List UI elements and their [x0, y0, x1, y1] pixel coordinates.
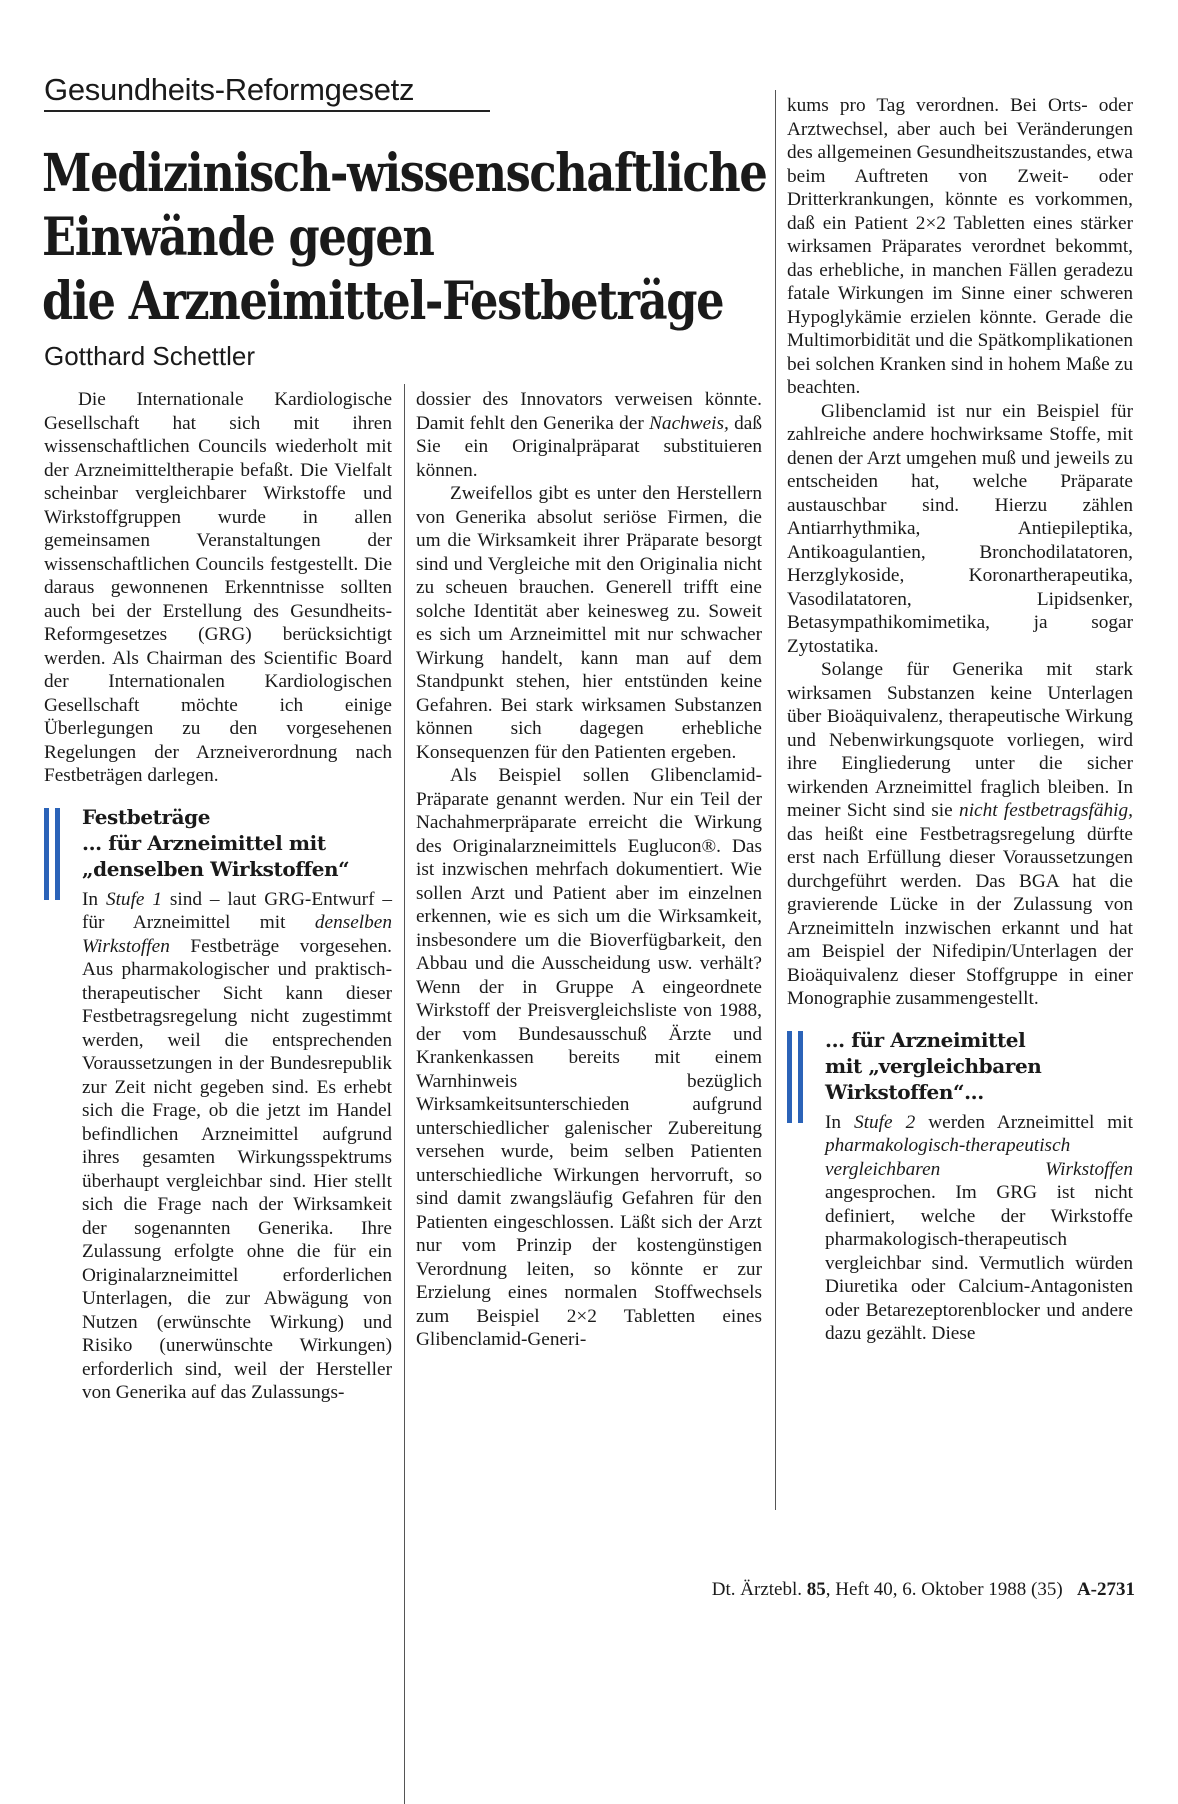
paragraph: In Stufe 2 werden Arzneimittel mit pharmakologisch-therapeutisch vergleichbaren Wirkstoffen angesprochen. Im GRG ist nicht definiert, welche der Wirkstoffe pharmakologisch-therapeutisch vergleichbar sind. Vermutlich würden Diuretika oder Calcium-Antagonisten oder Betarezeptorenblocker und andere dazu gezählt. Diese	[825, 1111, 1134, 1344]
paragraph: dossier des Innovators verweisen könnte. Damit fehlt den Generika der Nachweis, daß Sie ein Originalpräparat substituieren können.	[416, 389, 762, 481]
section-kicker: Gesundheits-Reformgesetz	[44, 72, 490, 112]
accent-bars-icon	[44, 808, 62, 900]
headline-line-3: die Arzneimittel-Festbeträge	[42, 271, 724, 332]
footer-issue: , Heft 40, 6. Oktober 1988 (35)	[825, 1579, 1063, 1600]
headline-line-2: Einwände gegen	[42, 207, 434, 268]
paragraph: Zweifellos gibt es unter den Herstellern von Generika absolut seriöse Firmen, die um die Wirksamkeit ihrer Präparate besorgt sind und Vergleiche mit den Originalia nicht zu scheuen brauchen. Generell trifft eine solche Identität aber keinesweg zu. Soweit es sich um Arzneimittel mit nur schwacher Wirkung handelt, kann man auf dem Standpunkt stehen, hier entstünden keine Gefahren. Bei stark wirksamen Substanzen können sich dagegen erhebliche Konsequenzen für den Patienten ergeben.	[416, 483, 762, 763]
footer-journal: Dt. Ärztebl.	[711, 1579, 802, 1600]
text-column-3	[787, 94, 1133, 1346]
subheading-line: Festbeträge	[82, 804, 211, 829]
paragraph: Die Internationale Kardiologische Gesellschaft hat sich mit ihren wissenschaftlichen Councils wiederholt mit der Arzneimitteltherapie befaßt. Die Vielfalt scheinbar vergleichbarer Wirkstoffe und Wirkstoffgruppen wurde in allen gemeinsamen Veranstaltungen der wissenschaftlichen Councils festgestellt. Die daraus gewonnenen Erkenntnisse sollten auch bei der Erstellung des Gesundheits-Reformgesetzes (GRG) berücksichtigt werden. Als Chairman des Scientific Board der Internationalen Kardiologischen Gesellschaft möchte ich einige Überlegungen zu den vorgesehenen Regelungen der Arzneiverordnung nach Festbeträgen darlegen.	[44, 389, 392, 786]
paragraph: kums pro Tag verordnen. Bei Orts- oder Arztwechsel, aber auch bei Veränderungen des allgemeinen Gesundheitszustandes, etwa beim Auftreten von Zweit- oder Dritterkrankungen, könnte es vorkommen, daß ein Patient 2×2 Tabletten eines stärker wirksamen Präparates verordnet bekommt, das erhebliche, in manchen Fällen geradezu fatale Wirkungen im Sinne einer schweren Hypoglykämie erzielen könnte. Gerade die Multimorbidität und die Spätkomplikationen bei solchen Kranken sind in hohem Maße zu beachten.	[787, 95, 1133, 398]
paragraph: Solange für Generika mit stark wirksamen Substanzen keine Unterlagen über Bioäquivalenz, therapeutische Wirkung und Nebenwirkungsquote vorliegen, wird ihre Eingliederung unter die sicher wirkenden Arzneimittel fraglich bleiben. In meiner Sicht sind sie nicht festbetragsfähig, das heißt eine Festbetragsregelung dürfte erst nach Erfüllung dieser Voraussetzungen durchgeführt werden. Das BGA hat die gravierende Lücke in der Zulassung von Arzneimitteln inzwischen erkannt und hat am Beispiel der Nifedipin/Unterlagen der Bioäquivalenz dieser Stoffgruppe in einer Monographie zusammengestellt.	[787, 659, 1134, 1009]
text-column-2	[416, 388, 762, 1352]
subheading-line: mit „vergleichbaren	[825, 1053, 1042, 1078]
footer-volume: 85	[806, 1579, 826, 1600]
text-column-1	[44, 388, 392, 1405]
paragraph: In Stufe 1 sind – laut GRG-Entwurf – für Arzneimittel mit denselben Wirkstoffen Festbeträge vorgesehen. Aus pharmakologischer und praktisch-therapeutischer Sicht kann dieser Festbetragsregelung nicht zugestimmt werden, weil die entsprechenden Voraussetzungen in der Bundesrepublik zur Zeit nicht gegeben sind. Es erhebt sich die Frage, ob die jetzt im Handel befindlichen Arzneimittel aufgrund ihres gesamten Wirkungsspektrums überhaupt vergleichbar sind. Hier stellt sich die Frage nach der Wirksamkeit der sogenannten Generika. Ihre Zulassung erfolgte ohne die für ein Originalarzneimittel erforderlichen Unterlagen, die zur Abwägung von Nutzen (erwünschte Wirkung) und Risiko (unerwünschte Wirkungen) erforderlich sind, weil der Hersteller von Generika auf das Zulassungs-	[82, 888, 393, 1403]
headline-line-1: Medizinisch-wissenschaftliche	[42, 143, 767, 204]
subheading-line: ... für Arzneimittel	[825, 1027, 1026, 1052]
subheading-line: „denselben Wirkstoffen“	[82, 856, 350, 881]
subheading-vergleichbare-wirkstoffe	[787, 1027, 1133, 1105]
column-divider-1	[404, 384, 405, 1804]
subheading-line: ... für Arzneimittel mit	[82, 830, 326, 855]
subheading-line: Wirkstoffen“...	[825, 1079, 984, 1104]
footer-page-number: A-2731	[1076, 1579, 1135, 1600]
column-divider-2	[775, 90, 776, 1510]
subheading-festbetraege	[44, 804, 392, 882]
article-headline	[42, 142, 767, 334]
accent-bars-icon	[787, 1031, 805, 1123]
page-footer	[583, 1578, 1135, 1602]
paragraph: Glibenclamid ist nur ein Beispiel für zahlreiche andere hochwirksame Stoffe, mit denen der Arzt umgehen muß und jeweils zu entscheiden hat, welche Präparate austauschbar sind. Hierzu zählen Antiarrhythmika, Antiepileptika, Antikoagulantien, Bronchodilatatoren, Herzglykoside, Koronartherapeutika, Vasodilatatoren, Lipidsenker, Betasympathikomimetika, ja sogar Zytostatika.	[787, 400, 1133, 657]
author-name: Gotthard Schettler	[44, 341, 255, 371]
paragraph: Als Beispiel sollen Glibenclamid-Präparate genannt werden. Nur ein Teil der Nachahmerpräparate erreicht die Wirkung des Originalarzneimittels Euglucon®. Das ist inzwischen mehrfach dokumentiert. Wie sollen Arzt und Patient aber im einzelnen erkennen, wie es sich um die Wirksamkeit, insbesondere um die Bioverfügbarkeit, den Abbau und die Ausscheidung usw. verhält? Wenn der in Gruppe A eingeordnete Wirkstoff der Preisvergleichsliste von 1988, der vom Bundesausschuß Ärzte und Krankenkassen bereits mit einem Warnhinweis bezüglich Wirksamkeitsunterschieden aufgrund unterschiedlicher galenischer Zubereitung versehen wurde, beim selben Patienten unterschiedliche Wirkungen hervorruft, so sind damit zwangsläufig Gefahren für den Patienten eingeschlossen. Läßt sich der Arzt nur vom Prinzip der kostengünstigen Verordnung leiten, so könnte er zur Erzielung eines normalen Stoffwechsels zum Beispiel 2×2 Tabletten eines Glibenclamid-Generi-	[416, 765, 762, 1350]
